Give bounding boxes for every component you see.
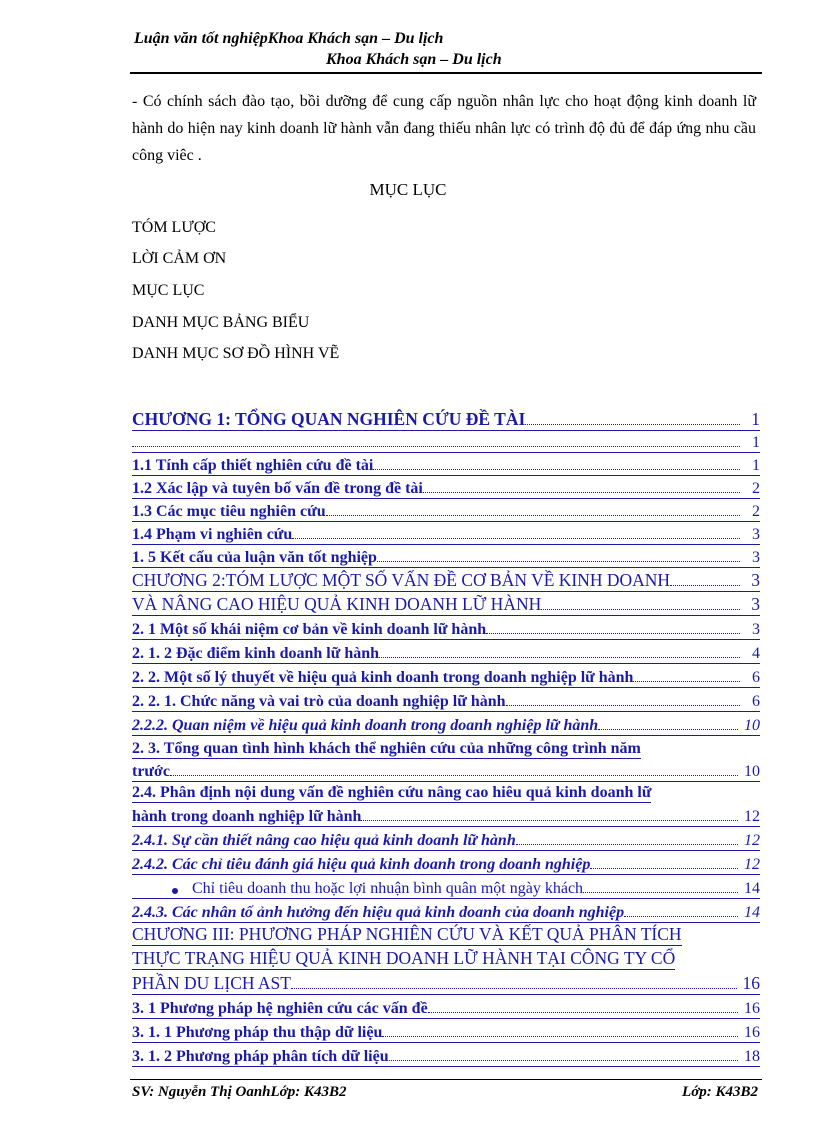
- toc-entry-2-2-1[interactable]: 2. 2. 1. Chức năng và vai trò của doanh nghiệp lữ hành 6: [132, 687, 760, 712]
- toc-entry-1-4[interactable]: 1.4 Phạm vi nghiên cứu 3: [132, 521, 760, 545]
- front-matter-contents[interactable]: MỤC LỤC: [132, 282, 205, 299]
- toc-entry-2-1[interactable]: 2. 1 Một số khái niệm cơ bản về kinh doanh lữ hành 3: [132, 615, 760, 640]
- toc-entry-chapter-3[interactable]: CHƯƠNG III: PHƯƠNG PHÁP NGHIÊN CỨU VÀ KẾT QUẢ PHÂN TÍCH: [132, 924, 682, 944]
- toc-entry-bullet[interactable]: Chỉ tiêu doanh thu hoặc lợi nhuận bình quân một ngày khách 14: [132, 874, 760, 899]
- header-line-2: Khoa Khách sạn – Du lịch: [326, 51, 502, 68]
- footer-rule: [130, 1079, 762, 1080]
- toc-entry-2-1-2[interactable]: 2. 1. 2 Đặc điểm kinh doanh lữ hành 4: [132, 639, 760, 664]
- toc-entry-2-4-2[interactable]: 2.4.2. Các chỉ tiêu đánh giá hiệu quả kinh doanh trong doanh nghiệp 12: [132, 850, 760, 875]
- front-matter-tables[interactable]: DANH MỤC BẢNG BIỂU: [132, 314, 310, 331]
- toc-entry-3-1-2[interactable]: 3. 1. 2 Phương pháp phân tích dữ liệu 18: [132, 1042, 760, 1067]
- intro-paragraph: - Có chính sách đào tạo, bồi dưỡng để cung cấp nguồn nhân lực cho hoạt động kinh doanh lữ hành do hiện nay kinh doanh lữ hành vẫn đang thiếu nhân lực có trình độ đủ để đáp ứng nhu cầu công viêc .: [132, 93, 756, 164]
- front-matter-acknowledgement[interactable]: LỜI CẢM ƠN: [132, 250, 227, 267]
- toc-entry-2-4-cont[interactable]: hành trong doanh nghiệp lữ hành 12: [132, 803, 760, 827]
- toc-entry-2-3[interactable]: 2. 3. Tổng quan tình hình khách thể nghiên cứu của những công trình năm: [132, 740, 641, 757]
- toc-entry-chapter-1[interactable]: CHƯƠNG 1: TỔNG QUAN NGHIÊN CỨU ĐỀ TÀI 1: [132, 406, 760, 431]
- toc-entry-2-2[interactable]: 2. 2. Một số lý thuyết về hiệu quả kinh doanh trong doanh nghiệp lữ hành 6: [132, 663, 760, 688]
- toc-entry-2-3-cont[interactable]: trước 10: [132, 759, 760, 782]
- toc-entry-2-4[interactable]: 2.4. Phân định nội dung vấn đề nghiên cứu nâng cao hiêu quả kinh doanh lữ: [132, 784, 652, 801]
- footer-student: SV: Nguyễn Thị OanhLớp: K43B2: [132, 1084, 347, 1100]
- header-line-1: Luận văn tốt nghiệpKhoa Khách sạn – Du lịch: [134, 30, 444, 47]
- toc-entry-blank[interactable]: 1: [132, 430, 760, 453]
- toc-entry-2-4-1[interactable]: 2.4.1. Sự cần thiết nâng cao hiệu quả kinh doanh lữ hành 12: [132, 826, 760, 851]
- toc-entry-2-4-3[interactable]: 2.4.3. Các nhân tố ảnh hưởng đến hiệu quả kinh doanh của doanh nghiệp 14: [132, 898, 760, 923]
- toc-entry-3-1-1[interactable]: 3. 1. 1 Phương pháp thu thập dữ liệu 16: [132, 1018, 760, 1043]
- toc-entry-chapter-3-cont-1[interactable]: THỰC TRẠNG HIỆU QUẢ KINH DOANH LỮ HÀNH TẠI CÔNG TY CỔ: [132, 948, 676, 968]
- front-matter-summary[interactable]: TÓM LƯỢC: [132, 219, 216, 236]
- toc-entry-chapter-3-cont-2[interactable]: PHẦN DU LỊCH AST 16: [132, 970, 760, 995]
- toc-title: MỤC LỤC: [369, 180, 447, 199]
- toc-entry-3-1[interactable]: 3. 1 Phương pháp hệ nghiên cứu các vấn đề 16: [132, 994, 760, 1019]
- toc-entry-chapter-2[interactable]: CHƯƠNG 2:TÓM LƯỢC MỘT SỐ VẤN ĐỀ CƠ BẢN VỀ KINH DOANH 3: [132, 567, 760, 592]
- toc-entry-1-1[interactable]: 1.1 Tính cấp thiết nghiên cứu đề tài 1: [132, 452, 760, 476]
- toc-entry-chapter-2-cont[interactable]: VÀ NÂNG CAO HIỆU QUẢ KINH DOANH LỮ HÀNH 3: [132, 591, 760, 616]
- bullet-icon: [172, 888, 178, 894]
- header-rule: [130, 72, 762, 74]
- toc-entry-2-2-2[interactable]: 2.2.2. Quan niệm về hiệu quả kinh doanh trong doanh nghiệp lữ hành 10: [132, 711, 760, 736]
- front-matter-figures[interactable]: DANH MỤC SƠ ĐỒ HÌNH VẼ: [132, 345, 340, 362]
- toc-entry-1-3[interactable]: 1.3 Các mục tiêu nghiên cứu 2: [132, 498, 760, 522]
- toc-entry-1-2[interactable]: 1.2 Xác lập và tuyên bố vấn đề trong đề tài 2: [132, 475, 760, 499]
- toc-entry-1-5[interactable]: 1. 5 Kết cấu của luận văn tốt nghiệp 3: [132, 544, 760, 568]
- footer-class: Lớp: K43B2: [682, 1084, 758, 1100]
